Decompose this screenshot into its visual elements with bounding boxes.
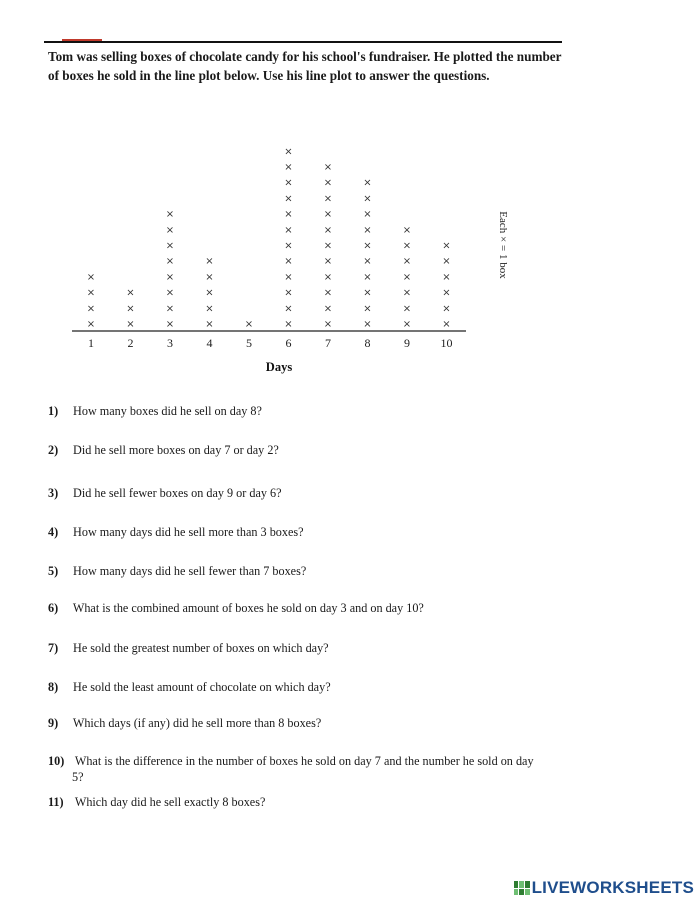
x-mark: × — [363, 271, 372, 283]
x-mark: × — [442, 319, 451, 330]
x-mark: × — [323, 209, 333, 221]
x-mark: × — [442, 287, 451, 299]
tick-label: 1 — [88, 336, 94, 350]
x-mark: × — [363, 256, 372, 268]
x-mark: × — [165, 303, 175, 315]
x-mark: × — [165, 240, 175, 252]
question-3 — [48, 485, 568, 501]
x-mark: × — [284, 319, 293, 330]
x-mark: × — [402, 319, 412, 330]
x-mark: × — [205, 303, 214, 315]
x-mark: × — [323, 240, 333, 252]
x-mark: × — [244, 319, 254, 330]
x-mark: × — [86, 319, 96, 330]
liveworksheets-logo — [514, 878, 694, 898]
question-9 — [48, 715, 568, 731]
question-text: Did he sell more boxes on day 7 or day 2? — [73, 443, 279, 457]
x-mark: × — [442, 256, 451, 268]
question-number: 10) — [48, 754, 65, 768]
x-mark: × — [86, 303, 96, 315]
question-number: 4) — [48, 525, 59, 539]
x-mark: × — [165, 209, 175, 221]
x-mark: × — [323, 224, 333, 236]
question-text: Did he sell fewer boxes on day 9 or day 6? — [73, 486, 282, 500]
question-number: 2) — [48, 443, 59, 457]
x-mark: × — [284, 287, 293, 299]
tick-label: 3 — [167, 336, 173, 350]
tick-label: 8 — [364, 336, 371, 350]
tick-label: 10 — [440, 336, 453, 350]
tick-label: 4 — [206, 336, 213, 350]
tick-label: 7 — [325, 336, 331, 350]
x-mark: × — [284, 193, 293, 205]
question-text: Which days (if any) did he sell more than 8 boxes? — [72, 716, 322, 730]
question-number: 1) — [48, 404, 59, 418]
question-text: Which day did he sell exactly 8 boxes? — [74, 795, 266, 809]
x-mark: × — [323, 271, 333, 283]
x-mark: × — [284, 224, 293, 236]
question-text: He sold the greatest number of boxes on which day? — [73, 641, 329, 655]
x-mark: × — [165, 319, 175, 330]
x-mark: × — [284, 209, 293, 221]
x-mark: × — [165, 287, 175, 299]
question-5 — [48, 563, 568, 579]
question-11 — [48, 794, 568, 810]
question-text: What is the combined amount of boxes he sold on day 3 and on day 10? — [72, 601, 424, 615]
question-number: 6) — [48, 601, 59, 615]
question-text: How many boxes did he sell on day 8? — [73, 404, 262, 418]
x-mark: × — [323, 162, 333, 173]
tick-label: 6 — [285, 336, 292, 350]
x-mark: × — [402, 224, 412, 236]
tick-label: 5 — [246, 336, 252, 350]
question-number: 3) — [48, 486, 59, 500]
x-mark: × — [205, 319, 214, 330]
x-mark: × — [165, 271, 175, 283]
x-mark: × — [284, 256, 293, 268]
x-mark: × — [205, 271, 214, 283]
x-mark: × — [363, 303, 372, 315]
x-mark: × — [165, 256, 175, 268]
question-number: 5) — [48, 564, 59, 578]
x-mark: × — [323, 177, 333, 189]
x-mark: × — [284, 303, 293, 315]
x-mark: × — [402, 287, 412, 299]
x-mark: × — [86, 271, 96, 283]
x-mark: × — [402, 256, 412, 268]
plot-key-label: Each × = 1 box — [497, 211, 509, 279]
x-mark: × — [284, 146, 293, 158]
x-mark: × — [165, 224, 175, 236]
tick-label: 2 — [127, 336, 134, 350]
x-mark: × — [442, 240, 451, 252]
question-number: 11) — [48, 795, 64, 809]
question-number: 9) — [48, 716, 59, 730]
logo-text: LIVEWORKSHEETS — [531, 878, 694, 897]
x-mark: × — [126, 287, 135, 299]
x-mark: × — [363, 209, 372, 221]
x-mark: × — [284, 177, 293, 189]
question-2 — [48, 442, 568, 458]
question-7 — [48, 640, 568, 656]
question-4 — [48, 524, 568, 540]
question-10 — [48, 753, 568, 785]
x-axis-label: Days — [265, 360, 293, 374]
x-mark: × — [402, 271, 412, 283]
x-mark: × — [323, 287, 333, 299]
x-mark: × — [323, 319, 333, 330]
question-8 — [48, 679, 568, 695]
intro-paragraph: Tom was selling boxes of chocolate candy for his school's fundraiser. He plotted the number of boxes he sold in the line plot below. Use his line plot to answer the questions. — [48, 49, 562, 83]
x-mark: × — [323, 193, 333, 205]
x-mark: × — [323, 303, 333, 315]
x-mark: × — [363, 240, 372, 252]
question-text-continued: 5? — [72, 770, 84, 784]
x-mark: × — [205, 287, 214, 299]
question-text: He sold the least amount of chocolate on which day? — [73, 680, 331, 694]
x-mark: × — [126, 319, 135, 330]
x-mark: × — [86, 287, 96, 299]
x-mark: × — [363, 177, 372, 189]
x-mark: × — [442, 303, 451, 315]
x-mark: × — [284, 162, 293, 173]
question-text: How many days did he sell fewer than 7 boxes? — [73, 564, 307, 578]
x-mark: × — [363, 224, 372, 236]
x-mark: × — [442, 271, 451, 283]
x-mark: × — [363, 287, 372, 299]
question-text: What is the difference in the number of boxes he sold on day 7 and the number he sold on day — [74, 754, 534, 768]
x-mark: × — [205, 256, 214, 268]
x-mark: × — [363, 319, 372, 330]
question-6 — [48, 600, 568, 616]
x-mark: × — [126, 303, 135, 315]
x-mark: × — [284, 271, 293, 283]
x-mark: × — [323, 256, 333, 268]
x-mark: × — [284, 240, 293, 252]
question-1 — [48, 403, 568, 419]
question-number: 7) — [48, 641, 59, 655]
question-number: 8) — [48, 680, 59, 694]
liveworksheets-logo-icon — [514, 881, 530, 895]
x-mark: × — [363, 193, 372, 205]
x-mark: × — [402, 240, 412, 252]
tick-label: 9 — [404, 336, 410, 350]
x-mark: × — [402, 303, 412, 315]
question-text: How many days did he sell more than 3 boxes? — [73, 525, 304, 539]
